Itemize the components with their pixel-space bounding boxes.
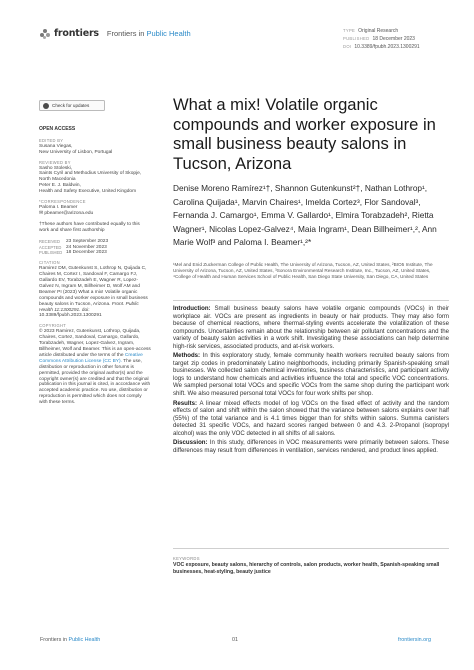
abstract-results: Results: A linear mixed effects model of log VOCs on the fixed effect of activity and the random effects of salon and shift within the salon showed that the variance between salons explains over half (55%) of the total variance and is 4.1 times bigger than for shifts within salons. Summa canisters detected 31 specific VOCs, and hazard scores ranged between 0 and 4.3. 2-Propanol (isopropyl alcohol) was the only VOC detected in all shifts of all salons. — [173, 399, 449, 437]
article-title: What a mix! Volatile organic compounds and worker exposure in small business beauty salons in Tucson, Arizona — [173, 95, 436, 173]
check-updates-icon — [43, 103, 49, 109]
copyright-label: COPYRIGHT — [39, 323, 67, 329]
dates-block — [39, 239, 151, 257]
reviewed-by-label: REVIEWED BY — [39, 159, 71, 165]
journal-title: Public Health — [146, 29, 191, 38]
keywords-label: KEYWORDS — [173, 556, 200, 561]
abstract — [173, 305, 449, 456]
date-received: RECEIVED 23 September 2023 — [39, 238, 109, 244]
date-published: PUBLISHED 18 December 2023 — [39, 250, 107, 256]
keywords: VOC exposure, beauty salons, hierarchy of controls, salon products, worker health, Spanish-speaking small businesses, heat-styling, beauty justice — [173, 562, 440, 576]
journal-prefix: Frontiers in — [106, 29, 145, 38]
footer-site-link[interactable]: frontiersin.org — [398, 637, 431, 643]
meta-doi[interactable]: DOI 10.3389/fpubh.2023.1300291 — [343, 44, 420, 51]
cc-by-license-link[interactable]: Creative Commons Attribution License (CC BY). — [39, 352, 143, 364]
page-number: 01 — [232, 637, 238, 643]
meta-type: TYPE Original Research — [343, 28, 399, 34]
equal-contribution-note: †These authors have contributed equally to this work and share first authorship — [39, 221, 140, 233]
article-sidebar — [39, 100, 151, 406]
date-accepted: ACCEPTED 24 November 2023 — [39, 244, 107, 250]
article-meta — [343, 27, 420, 52]
check-updates-button[interactable]: Check for updates — [39, 100, 105, 111]
reviewed-by-text: Sasho Stoleski, Saints Cyril and Methodius University of Skopje, North Macedonia Peter E. J. Baldwin, Health and Safety Executive, United Kingdom — [39, 165, 142, 195]
citation-text: Ramirez DM, Gutenkunst S, Lothrop N, Quijada C, Chaires M, Cortez I, Sandoval F, Camargo FJ, Gallardo EV, Torabzadeh E, Wagner R, Lopez-Galvez N, Ingram M, Billheimer D, Wolf AM and Beamer PI (2023) What a mix! Volatile organic compounds and worker exposure in small business beauty salons in Tucson, Arizona. Front. Public Health 11:1300291. doi: 10.3389/fpubh.2023.1300291 — [39, 266, 148, 319]
copyright-text: © 2023 Ramirez, Gutenkunst, Lothrop, Quijada, Chaires, Cortez, Sandoval, Camargo, Gallardo, Torabzadeh, Wagner, Lopez-Galvez, Ingram, Billheimer, Wolf and Beamer. This is an open-access article distributed under the terms of the Creative Commons Attribution License (CC BY). The use, distribution or reproduction in other forums is permitted, provided the original author(s) and the copyright owner(s) are credited and that the original publication in this journal is cited, in accordance with accepted academic practice. No use, distribution or reproduction is permitted which does not comply with these terms. — [39, 329, 151, 406]
correspondence-label: *CORRESPONDENCE — [39, 199, 86, 205]
correspondence-text[interactable]: Paloma I. Beamer ✉ pbeamer@arizona.edu — [39, 204, 94, 216]
footer-journal: Frontiers in Public Health — [40, 637, 101, 643]
citation-label: CITATION — [39, 260, 60, 266]
abstract-top-rule — [173, 300, 449, 301]
journal-header — [40, 28, 191, 39]
abstract-discussion: Discussion: In this study, differences in VOC measurements were primarily between salons. These differences may result from differences in ventilation, services rendered, and product lines applied. — [173, 439, 449, 454]
edited-by-text: Susana Viegas, New University of Lisbon, Portugal — [39, 143, 113, 155]
brand-name: frontiers — [54, 28, 99, 39]
affiliations: ¹Mel and Enid Zuckerman College of Public Health, The University of Arizona, Tucson, AZ, United States, ²BIO5 Institute, The University of Arizona, Tucson, AZ, United States, ³Sonora Environmental Research Institute, Inc., Tucson, AZ, United States, ⁴College of Health and Human Services School of Public Health, San Diego State University, San Diego, CA, United States — [173, 262, 433, 279]
frontiers-logo-icon — [40, 29, 50, 39]
journal-name — [107, 29, 191, 38]
abstract-introduction: Introduction: Small business beauty salons have volatile organic compounds (VOCs) in their workplace air. VOCs are present as ingredients in beauty or hair products. They may also form because of chemical reactions, where thermal-styling events accelerate the volatilization of these compounds. Uncertainties remain about the relationship between air pollutant concentrations and the variety of beauty salon activities in a work shift. Investigating these associations can help determine high-risk services, associated products, and at-risk workers. — [173, 305, 449, 350]
open-access-label: OPEN ACCESS — [39, 126, 76, 132]
meta-published: PUBLISHED 18 December 2023 — [343, 36, 415, 43]
keywords-rule — [173, 548, 449, 549]
abstract-methods: Methods: In this exploratory study, female community health workers recruited beauty salons from target zip codes in predominately Latino neighborhoods, including primarily Spanish-speaking small businesses. We collected salon chemical inventories, business characteristics, and participant activity logs to understand how chemicals and activities influence the total and specific VOC concentrations. We sampled personal total VOCs and specific VOCs from the same shop during the participant work shift. We also measured personal total VOCs for four work shifts per shop. — [173, 352, 449, 398]
edited-by-label: EDITED BY — [39, 137, 64, 143]
author-list: Denise Moreno Ramírez¹†, Shannon Gutenkunst²†, Nathan Lothrop¹, Carolina Quijada¹, Marvin Chaires¹, Imelda Cortez³, Flor Sandoval³, Fernanda J. Camargo¹, Emma V. Gallardo¹, Elmira Torabzadeh², Rietta Wagner¹, Nicolas Lopez-Galvez⁴, Maia Ingram¹, Dean Billheimer¹,², Ann Marie Wolf³ and Paloma I. Beamer¹,²* — [173, 183, 437, 247]
